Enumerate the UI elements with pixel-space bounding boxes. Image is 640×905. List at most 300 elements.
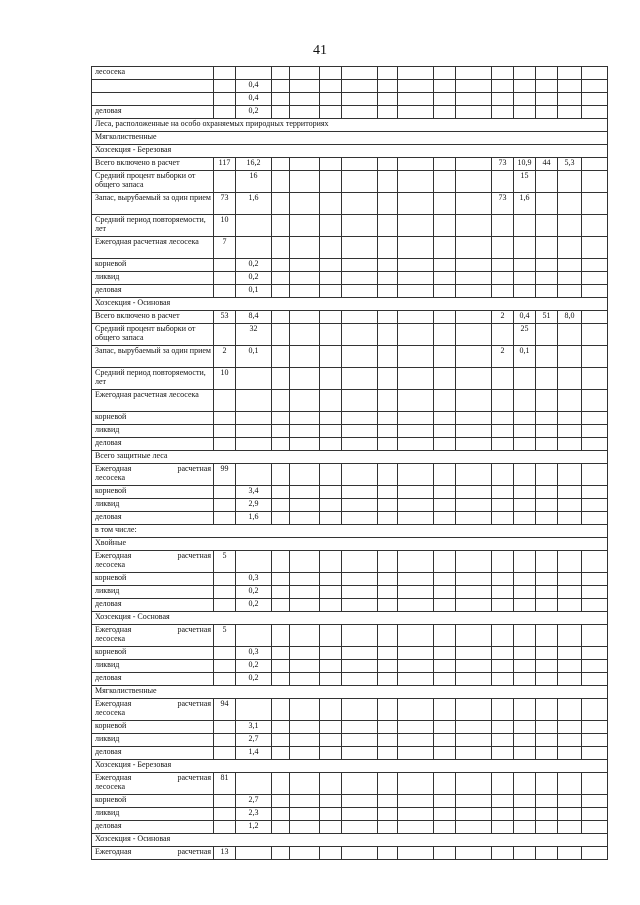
value-cell	[378, 773, 398, 795]
value-cell	[342, 773, 378, 795]
value-cell	[456, 237, 492, 259]
value-cell	[434, 80, 456, 93]
value-cell	[434, 346, 456, 368]
value-cell	[214, 324, 236, 346]
value-cell	[434, 390, 456, 412]
value-cell	[492, 259, 514, 272]
value-cell	[536, 425, 558, 438]
value-cell	[342, 93, 378, 106]
value-cell	[342, 346, 378, 368]
value-cell	[320, 673, 342, 686]
value-cell	[398, 847, 434, 860]
table-row	[92, 298, 608, 311]
value-cell	[582, 795, 608, 808]
value-cell	[558, 346, 582, 368]
value-cell	[272, 346, 290, 368]
value-cell	[272, 773, 290, 795]
value-cell	[398, 464, 434, 486]
value-cell	[492, 847, 514, 860]
value-cell	[582, 599, 608, 612]
value-cell	[456, 795, 492, 808]
value-cell	[582, 259, 608, 272]
value-cell	[514, 285, 536, 298]
value-cell	[558, 808, 582, 821]
value-cell	[492, 237, 514, 259]
value-cell	[434, 486, 456, 499]
value-cell	[290, 847, 320, 860]
value-cell	[514, 464, 536, 486]
value-cell	[320, 193, 342, 215]
value-cell: 81	[214, 773, 236, 795]
value-cell	[342, 821, 378, 834]
value-cell	[378, 795, 398, 808]
value-cell	[378, 625, 398, 647]
value-cell	[320, 215, 342, 237]
value-cell	[582, 699, 608, 721]
value-cell	[342, 699, 378, 721]
value-cell	[536, 193, 558, 215]
table-row	[92, 215, 608, 237]
value-cell	[558, 499, 582, 512]
value-cell	[582, 486, 608, 499]
row-label-cell	[92, 773, 214, 795]
value-cell	[398, 795, 434, 808]
value-cell	[456, 747, 492, 760]
value-cell	[342, 193, 378, 215]
value-cell	[378, 673, 398, 686]
value-cell	[492, 821, 514, 834]
value-cell	[434, 808, 456, 821]
value-cell	[514, 272, 536, 285]
value-cell	[272, 67, 290, 80]
value-cell	[558, 285, 582, 298]
value-cell	[290, 193, 320, 215]
value-cell: 2	[214, 346, 236, 368]
value-cell	[456, 193, 492, 215]
value-cell	[514, 106, 536, 119]
value-cell	[434, 311, 456, 324]
value-cell	[320, 425, 342, 438]
value-cell	[492, 699, 514, 721]
value-cell	[514, 438, 536, 451]
value-cell	[290, 673, 320, 686]
value-cell: 0,3	[236, 647, 272, 660]
value-cell	[582, 573, 608, 586]
value-cell	[492, 586, 514, 599]
row-label: Ежегодная расчетная	[95, 847, 211, 856]
value-cell	[236, 773, 272, 795]
value-cell	[272, 193, 290, 215]
value-cell	[342, 625, 378, 647]
value-cell: 0,2	[236, 106, 272, 119]
value-cell	[582, 734, 608, 747]
value-cell	[236, 67, 272, 80]
value-cell	[536, 93, 558, 106]
value-cell	[456, 499, 492, 512]
value-cell	[320, 311, 342, 324]
value-cell	[582, 551, 608, 573]
row-label-cell: Средний период повторяемости, лет	[92, 215, 214, 237]
value-cell	[214, 390, 236, 412]
value-cell	[434, 412, 456, 425]
value-cell	[558, 67, 582, 80]
value-cell	[434, 795, 456, 808]
table-row	[92, 80, 608, 93]
value-cell: 99	[214, 464, 236, 486]
value-cell	[214, 586, 236, 599]
value-cell	[398, 158, 434, 171]
value-cell	[398, 215, 434, 237]
value-cell	[398, 821, 434, 834]
value-cell	[558, 464, 582, 486]
value-cell	[290, 808, 320, 821]
value-cell	[536, 171, 558, 193]
value-cell	[290, 346, 320, 368]
value-cell	[558, 673, 582, 686]
value-cell	[320, 847, 342, 860]
value-cell	[582, 93, 608, 106]
value-cell	[342, 272, 378, 285]
value-cell	[514, 795, 536, 808]
row-label-cell: корневой	[92, 647, 214, 660]
value-cell	[272, 237, 290, 259]
value-cell	[582, 215, 608, 237]
value-cell	[492, 808, 514, 821]
value-cell	[398, 747, 434, 760]
value-cell	[398, 512, 434, 525]
value-cell	[492, 660, 514, 673]
value-cell	[378, 324, 398, 346]
value-cell	[290, 551, 320, 573]
value-cell	[320, 586, 342, 599]
value-cell	[434, 721, 456, 734]
value-cell	[492, 425, 514, 438]
value-cell	[320, 808, 342, 821]
value-cell	[492, 368, 514, 390]
value-cell	[582, 311, 608, 324]
value-cell: 3,1	[236, 721, 272, 734]
value-cell	[342, 368, 378, 390]
value-cell	[456, 773, 492, 795]
value-cell	[378, 412, 398, 425]
table-row	[92, 368, 608, 390]
value-cell	[456, 171, 492, 193]
value-cell	[320, 390, 342, 412]
value-cell	[492, 438, 514, 451]
value-cell: 0,2	[236, 660, 272, 673]
table-row	[92, 132, 608, 145]
value-cell	[514, 93, 536, 106]
table-row	[92, 193, 608, 215]
value-cell	[398, 599, 434, 612]
value-cell	[514, 499, 536, 512]
value-cell	[514, 573, 536, 586]
value-cell	[536, 747, 558, 760]
value-cell	[558, 847, 582, 860]
value-cell	[492, 486, 514, 499]
table-row	[92, 773, 608, 795]
value-cell	[558, 193, 582, 215]
value-cell	[434, 425, 456, 438]
value-cell	[492, 324, 514, 346]
value-cell	[290, 660, 320, 673]
value-cell: 32	[236, 324, 272, 346]
value-cell	[434, 464, 456, 486]
table-row	[92, 647, 608, 660]
value-cell: 0,2	[236, 673, 272, 686]
value-cell	[320, 412, 342, 425]
value-cell	[398, 193, 434, 215]
value-cell	[434, 647, 456, 660]
value-cell	[398, 106, 434, 119]
value-cell	[378, 486, 398, 499]
value-cell	[558, 106, 582, 119]
value-cell	[456, 438, 492, 451]
value-cell: 1,6	[514, 193, 536, 215]
value-cell	[492, 721, 514, 734]
value-cell	[272, 847, 290, 860]
value-cell	[582, 808, 608, 821]
table-body	[92, 67, 608, 860]
value-cell	[236, 699, 272, 721]
value-cell	[434, 625, 456, 647]
value-cell	[342, 425, 378, 438]
value-cell	[342, 808, 378, 821]
value-cell	[272, 390, 290, 412]
value-cell	[582, 773, 608, 795]
value-cell	[514, 808, 536, 821]
value-cell	[342, 158, 378, 171]
value-cell	[272, 215, 290, 237]
value-cell	[378, 346, 398, 368]
value-cell	[214, 425, 236, 438]
value-cell	[558, 80, 582, 93]
value-cell	[342, 660, 378, 673]
value-cell	[514, 647, 536, 660]
value-cell	[272, 699, 290, 721]
value-cell	[320, 80, 342, 93]
table-row	[92, 734, 608, 747]
value-cell	[536, 464, 558, 486]
value-cell	[272, 625, 290, 647]
value-cell	[558, 93, 582, 106]
value-cell	[514, 586, 536, 599]
table-row	[92, 625, 608, 647]
value-cell	[342, 324, 378, 346]
value-cell	[236, 390, 272, 412]
table-row	[92, 272, 608, 285]
value-cell	[290, 438, 320, 451]
row-label-cell: Средний процент выборки от общего запаса	[92, 324, 214, 346]
row-label: Ежегодная расчетная лесосека	[95, 464, 211, 482]
value-cell	[236, 464, 272, 486]
value-cell: 51	[536, 311, 558, 324]
table-row	[92, 93, 608, 106]
value-cell	[272, 499, 290, 512]
value-cell	[272, 368, 290, 390]
value-cell	[378, 464, 398, 486]
value-cell	[272, 821, 290, 834]
value-cell	[434, 512, 456, 525]
section-header-cell: Хозсекция - Осиновая	[92, 834, 608, 847]
value-cell	[492, 106, 514, 119]
value-cell	[492, 215, 514, 237]
value-cell	[536, 215, 558, 237]
value-cell	[342, 721, 378, 734]
value-cell	[378, 699, 398, 721]
table-row	[92, 747, 608, 760]
row-label: Ежегодная расчетная лесосека	[95, 699, 211, 717]
table-row	[92, 847, 608, 860]
value-cell	[536, 67, 558, 80]
value-cell: 8,4	[236, 311, 272, 324]
value-cell	[456, 93, 492, 106]
value-cell	[378, 67, 398, 80]
value-cell	[536, 106, 558, 119]
value-cell	[320, 647, 342, 660]
table-row	[92, 573, 608, 586]
value-cell	[378, 821, 398, 834]
value-cell	[378, 285, 398, 298]
value-cell	[272, 673, 290, 686]
value-cell	[290, 324, 320, 346]
value-cell: 1,4	[236, 747, 272, 760]
value-cell	[536, 486, 558, 499]
value-cell	[514, 773, 536, 795]
value-cell	[290, 586, 320, 599]
value-cell: 117	[214, 158, 236, 171]
value-cell	[536, 499, 558, 512]
value-cell	[536, 390, 558, 412]
value-cell	[272, 425, 290, 438]
value-cell	[378, 647, 398, 660]
value-cell	[492, 464, 514, 486]
value-cell	[456, 259, 492, 272]
value-cell	[536, 412, 558, 425]
value-cell	[272, 311, 290, 324]
value-cell	[514, 425, 536, 438]
value-cell	[558, 272, 582, 285]
value-cell	[320, 773, 342, 795]
value-cell	[582, 625, 608, 647]
value-cell	[342, 106, 378, 119]
value-cell	[536, 660, 558, 673]
value-cell	[456, 647, 492, 660]
value-cell	[558, 486, 582, 499]
value-cell	[290, 425, 320, 438]
table-row	[92, 760, 608, 773]
value-cell	[290, 272, 320, 285]
value-cell	[290, 464, 320, 486]
value-cell: 25	[514, 324, 536, 346]
value-cell: 0,4	[514, 311, 536, 324]
value-cell	[398, 171, 434, 193]
value-cell	[434, 171, 456, 193]
value-cell	[272, 599, 290, 612]
value-cell	[214, 721, 236, 734]
row-label-cell: Всего включено в расчет	[92, 311, 214, 324]
value-cell: 2,7	[236, 795, 272, 808]
value-cell	[456, 158, 492, 171]
value-cell	[434, 847, 456, 860]
value-cell	[582, 346, 608, 368]
table-row	[92, 499, 608, 512]
value-cell	[236, 625, 272, 647]
value-cell	[558, 699, 582, 721]
value-cell	[398, 67, 434, 80]
row-label: Ежегодная расчетная лесосека	[95, 625, 211, 643]
table-row	[92, 285, 608, 298]
table-row	[92, 311, 608, 324]
value-cell	[434, 573, 456, 586]
value-cell	[558, 390, 582, 412]
value-cell	[320, 67, 342, 80]
value-cell	[398, 272, 434, 285]
value-cell	[342, 647, 378, 660]
value-cell	[558, 425, 582, 438]
table-row	[92, 538, 608, 551]
value-cell	[342, 599, 378, 612]
row-label-cell: ликвид	[92, 808, 214, 821]
row-label-cell	[92, 464, 214, 486]
value-cell	[536, 773, 558, 795]
value-cell: 0,3	[236, 573, 272, 586]
row-label-cell: ликвид	[92, 272, 214, 285]
value-cell	[582, 390, 608, 412]
value-cell	[272, 412, 290, 425]
value-cell: 0,2	[236, 272, 272, 285]
value-cell	[320, 512, 342, 525]
value-cell	[272, 486, 290, 499]
value-cell	[378, 438, 398, 451]
value-cell: 73	[492, 158, 514, 171]
row-label-cell: Запас, вырубаемый за один прием	[92, 193, 214, 215]
value-cell	[214, 647, 236, 660]
value-cell	[378, 171, 398, 193]
value-cell	[236, 368, 272, 390]
value-cell	[492, 285, 514, 298]
value-cell	[536, 573, 558, 586]
section-header-cell: Леса, расположенные на особо охраняемых природных территориях	[92, 119, 608, 132]
value-cell	[456, 660, 492, 673]
value-cell: 5	[214, 551, 236, 573]
value-cell	[342, 215, 378, 237]
value-cell	[536, 80, 558, 93]
value-cell	[290, 311, 320, 324]
value-cell	[290, 237, 320, 259]
row-label-cell: ликвид	[92, 734, 214, 747]
value-cell	[434, 193, 456, 215]
value-cell	[214, 412, 236, 425]
value-cell	[514, 412, 536, 425]
value-cell	[536, 324, 558, 346]
value-cell	[492, 747, 514, 760]
value-cell	[272, 551, 290, 573]
value-cell	[582, 499, 608, 512]
value-cell	[456, 106, 492, 119]
value-cell: 2	[492, 346, 514, 368]
table-row	[92, 686, 608, 699]
value-cell	[434, 93, 456, 106]
value-cell	[434, 773, 456, 795]
value-cell	[456, 368, 492, 390]
value-cell: 13	[214, 847, 236, 860]
value-cell	[582, 673, 608, 686]
value-cell	[320, 573, 342, 586]
value-cell	[214, 93, 236, 106]
value-cell	[456, 599, 492, 612]
row-label-cell: корневой	[92, 573, 214, 586]
